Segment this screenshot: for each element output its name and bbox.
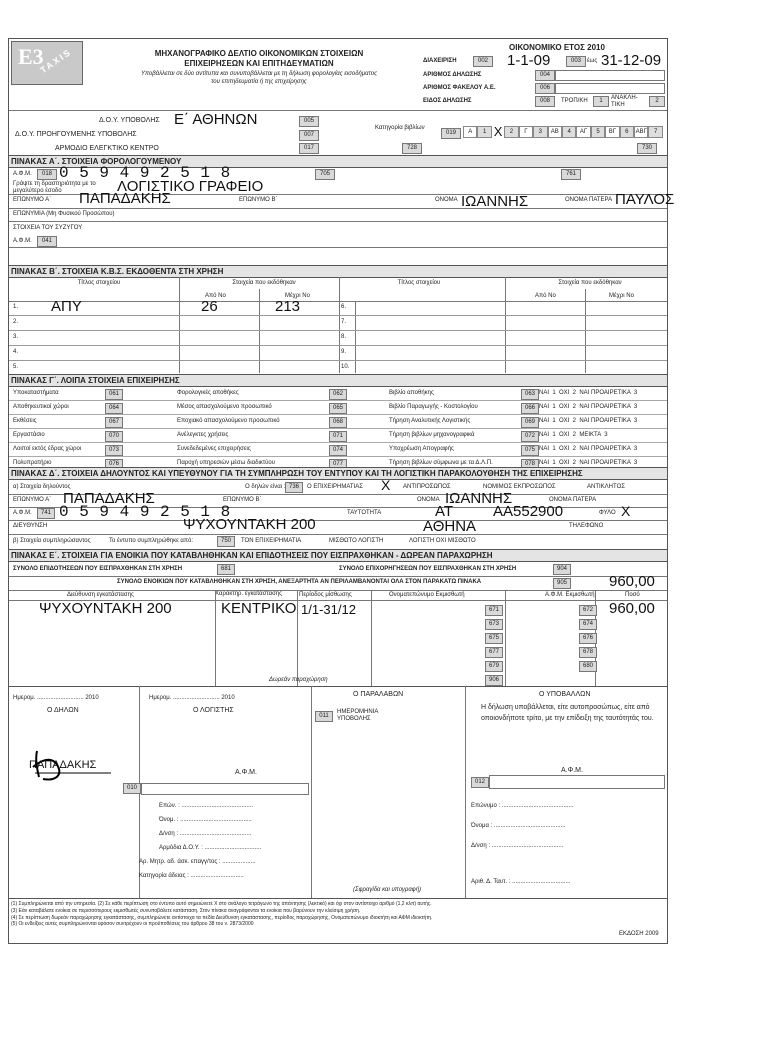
declarant-label: α) Στοιχεία δηλούντος xyxy=(13,484,71,490)
afm-value[interactable]: 0 5 9 4 9 2 5 1 8 xyxy=(59,164,231,182)
form-subtitle-1: Υποβάλλεται σε δύο αντίτυπα και συνυποβάλλεται με τη δήλωση φορολογίας εισοδήματος xyxy=(140,71,377,77)
rent-amount[interactable]: 960,00 xyxy=(609,600,655,617)
field-code: 072 xyxy=(521,431,539,442)
acc-field[interactable]: Αρμόδια Δ.Ο.Υ. : .................................. xyxy=(159,845,262,851)
surname-label: ΕΠΩΝΥΜΟ Α΄ xyxy=(13,197,52,203)
books-mark[interactable]: X xyxy=(493,124,503,139)
declarant-title: Ο ΔΗΛΩΝ xyxy=(47,707,79,714)
company-label: ΕΠΩΝΥΜΙΑ (Μη Φυσικού Προσώπου) xyxy=(13,211,115,217)
form-title-1: ΜΗΧΑΝΟΓΡΑΦΙΚΟ ΔΕΛΤΙΟ ΟΙΚΟΝΟΜΙΚΩΝ ΣΤΟΙΧΕΙΩΝ xyxy=(154,49,364,58)
field-label: Ανέλεγκτες χρήσεις xyxy=(177,432,229,438)
field-label: Λοιποί εκτός έδρας χώροι xyxy=(13,446,82,452)
col-to-label-2: Μέχρι Νο xyxy=(609,293,634,299)
field-options[interactable]: ΝΑΙ 1 ΟΧΙ 2 ΝΑΙ ΠΡΟΑΙΡΕΤΙΚΑ 3 xyxy=(539,418,638,424)
row-number-2: 8. xyxy=(341,334,347,340)
row-number-2: 9. xyxy=(341,349,347,355)
row-number: 1. xyxy=(13,304,19,310)
owner-mark[interactable]: X xyxy=(381,477,391,493)
until-label: έως xyxy=(587,58,598,64)
rent-char[interactable]: ΚΕΝΤΡΙΚΟ xyxy=(221,600,297,617)
code-674: 674 xyxy=(579,619,597,630)
declaration-number-field[interactable] xyxy=(555,70,665,81)
col-issued-label: Στοιχεία που εκδόθηκαν xyxy=(232,280,296,286)
submitter-afm-label: Α.Φ.Μ. xyxy=(561,767,583,774)
books-cell: ΒΓ xyxy=(605,126,619,138)
activity-value[interactable]: ΛΟΓΙΣΤΙΚΟ ΓΡΑΦΕΙΟ xyxy=(117,178,264,195)
row-number: 2. xyxy=(13,319,19,325)
rent-total-label: ΣΥΝΟΛΟ ΕΝΟΙΚΙΩΝ ΠΟΥ ΚΑΤΑΒΛΗΘΗΚΑΝ ΣΤΗ ΧΡΗΣΗ, ΑΝΕΞΑΡΤΗΤΑ ΑΝ ΠΕΡΙΛΑΜΒΑΝΟΝΤΑΙ ΟΛΑ ΣΤΟΝ ΠΑΡΑΚΑΤΩ ΠΙΝΑΚΑ xyxy=(117,579,482,585)
submission-date-label: ΗΜΕΡΟΜΗΝΙΑ ΥΠΟΒΟΛΗΣ xyxy=(337,709,379,722)
d-address-label: ΔΙΕΥΘΥΝΣΗ xyxy=(13,523,48,529)
code-681: 681 xyxy=(217,564,235,575)
table-row xyxy=(9,346,667,361)
col-title-label-2: Τίτλος στοιχείου xyxy=(397,280,441,286)
table-b-title: ΠΙΝΑΚΑΣ Β΄. ΣΤΟΙΧΕΙΑ Κ.Β.Σ. ΕΚΔΟΘΕΝΤΑ ΣΤΗ ΧΡΗΣΗ xyxy=(9,265,667,278)
folder-number-field[interactable] xyxy=(555,83,665,94)
acc-field[interactable]: Αρ. Μητρ. αδ. άσκ. επαγγ/τος : .................... xyxy=(139,859,256,865)
col-amount: Ποσό xyxy=(625,592,640,598)
code-008: 008 xyxy=(535,96,555,107)
col-period: Περίοδος μίσθωσης xyxy=(299,592,352,598)
field-label: Εργαστάσιο xyxy=(13,432,45,438)
table-row xyxy=(9,415,667,429)
opt-owner[interactable]: Ο ΕΠΙΧΕΙΡΗΜΑΤΙΑΣ xyxy=(307,484,363,490)
books-cell: 6 xyxy=(620,126,634,138)
revoking-option[interactable]: 2 xyxy=(649,96,665,107)
submitter-afm-field[interactable] xyxy=(489,775,665,789)
rent-total-value[interactable]: 960,00 xyxy=(609,573,655,590)
spouse-afm-label: Α.Φ.Μ. xyxy=(13,238,32,244)
acc-field[interactable]: Κατηγορία άδειας : ................................ xyxy=(139,873,244,879)
d-surname2-label: ΕΠΩΝΥΜΟ Β΄ xyxy=(223,497,262,503)
field-label: Υποκαταστήματα xyxy=(13,390,59,396)
code-006: 006 xyxy=(535,83,555,94)
folder-number-label: ΑΡΙΘΜΟΣ ΦΑΚΕΛΟΥ Α.Ε. xyxy=(423,85,496,91)
subsidies-label: ΣΥΝΟΛΟ ΕΠΙΔΟΤΗΣΕΩΝ ΠΟΥ ΕΙΣΠΡΑΧΘΗΚΑΝ ΣΤΗ ΧΡΗΣΗ xyxy=(13,566,183,572)
table-row xyxy=(9,316,667,331)
d-id-kind[interactable]: ΑΤ xyxy=(435,503,454,520)
doy-previous-label: Δ.Ο.Υ. ΠΡΟΗΓΟΥΜΕΝΗΣ ΥΠΟΒΟΛΗΣ xyxy=(15,131,137,138)
d-name-value[interactable]: ΙΩΑΝΝΗΣ xyxy=(445,490,513,507)
accountant-afm-label: Α.Φ.Μ. xyxy=(235,769,257,776)
code-705: 705 xyxy=(315,169,335,180)
code-904: 904 xyxy=(553,564,571,575)
code-010: 010 xyxy=(123,783,141,794)
table-b-rows xyxy=(9,298,667,376)
field-code: 063 xyxy=(521,389,539,400)
filled-by-external[interactable]: ΛΟΓΙΣΤΗ ΟΧΙ ΜΙΣΘΩΤΟ xyxy=(409,538,476,544)
amending-label: ΤΡΟΠ/ΚΗ xyxy=(561,98,588,104)
field-options[interactable]: ΝΑΙ 1 ΟΧΙ 2 ΝΑΙ ΠΡΟΑΙΡΕΤΙΚΑ 3 xyxy=(539,390,638,396)
row-number: 3. xyxy=(13,334,19,340)
code-905: 905 xyxy=(553,578,571,589)
table-row xyxy=(9,298,667,316)
code-728: 728 xyxy=(402,143,422,154)
code-002: 002 xyxy=(473,56,493,67)
field-code: 068 xyxy=(329,417,347,428)
table-row xyxy=(9,443,667,457)
field-code: 076 xyxy=(105,459,123,470)
footnote: (4) Σε περίπτωση δωρεάν παραχώρησης εγκατάστασης, συμπληρώνετε αντίστοιχα τα πεδία Διεύθυνση εγκατάστασης, περίοδος παραχώρησης, Ονοματεπώνυμο ιδιοκτήτη και ΑΦΜ ιδιοκτήτη. xyxy=(11,914,433,921)
books-cell: Γ xyxy=(519,126,533,138)
field-code: 064 xyxy=(105,403,123,414)
table-a-title: ΠΙΝΑΚΑΣ Α΄. ΣΤΟΙΧΕΙΑ ΦΟΡΟΛΟΓΟΥΜΕΝΟΥ xyxy=(9,155,667,168)
field-label: Τήρηση βιβλίων μηχανογραφικά xyxy=(389,432,475,438)
field-label: Υποχρέωση Απογραφής xyxy=(389,446,454,452)
row-number-2: 7. xyxy=(341,319,347,325)
father-label: ΟΝΟΜΑ ΠΑΤΕΡΑ xyxy=(565,197,613,203)
sub-field[interactable]: Αριθ. Δ. Ταυτ. : ................................... xyxy=(471,879,571,885)
field-label: Εποχιακό απασχολούμενο προσωπικό xyxy=(177,418,280,424)
col-from-label: Από Νο xyxy=(205,293,226,299)
footnote: (5) Οι ενδείξεις αυτές συμπληρώνονται εφόσον συντρέχουν οι προϋποθέσεις του άρθρου 38 του ν. 2873/2000 xyxy=(11,921,254,928)
opt-legal[interactable]: ΝΟΜΙΜΟΣ ΕΚΠΡΟΣΩΠΟΣ xyxy=(483,484,556,490)
rent-address[interactable]: ΨΥΧΟΥΝΤΑΚΗ 200 xyxy=(39,600,172,617)
field-label: Μέσος απασχολούμενο προσωπικό xyxy=(177,404,272,410)
field-code: 067 xyxy=(105,417,123,428)
name-label: ΟΝΟΜΑ xyxy=(435,197,458,203)
field-label: Τήρηση Αναλυτικής Λογιστικής xyxy=(389,418,471,424)
edition-label: ΕΚΔΟΣΗ 2009 xyxy=(619,931,659,937)
form-subtitle-2: του επιτηδευματία ή της επιχείρησης xyxy=(211,79,307,85)
signature-text: ΠΑΠΑΔΑΚΗΣ xyxy=(29,759,97,771)
d-afm-value[interactable]: 0 5 9 4 9 2 5 1 8 xyxy=(59,503,231,521)
field-code: 069 xyxy=(521,417,539,428)
books-cell: 4 xyxy=(562,126,576,138)
revoking-label: ΑΝΑΚΛΗ-ΤΙΚΗ xyxy=(611,95,638,108)
spouse-label: ΣΤΟΙΧΕΙΑ ΤΟΥ ΣΥΖΥΓΟΥ xyxy=(13,225,83,231)
code-736: 736 xyxy=(285,482,303,493)
footnote: (3) Εάν καταβάλατε ενοίκια σε περισσότερους εκμισθωτές συνυποβάλετε κατάσταση. Στον πίνακα αναγράφονται τα ενοίκια που βαρύνουν την κλείσιμη χρήση. xyxy=(11,907,361,914)
code-750: 750 xyxy=(217,536,235,547)
code-678: 678 xyxy=(579,647,597,658)
field-code: 071 xyxy=(329,431,347,442)
col-from-label-2: Από Νο xyxy=(535,293,556,299)
d-id-label: ΤΑΥΤΟΤΗΤΑ xyxy=(347,510,382,516)
name-value[interactable]: ΙΩΑΝΝΗΣ xyxy=(461,193,529,210)
row-title[interactable]: ΑΠΥ xyxy=(51,298,82,315)
accountant-title: Ο ΛΟΓΙΣΤΗΣ xyxy=(193,707,234,714)
code-017: 017 xyxy=(299,143,319,154)
form-title-2: ΕΠΙΧΕΙΡΗΣΕΩΝ ΚΑΙ ΕΠΙΤΗΔΕΥΜΑΤΙΩΝ xyxy=(184,59,334,68)
books-cell: 1 xyxy=(477,126,491,138)
d-sex-label: ΦΥΛΟ xyxy=(599,510,616,516)
field-label: Τήρηση βιβλίων σύμφωνα με τα Δ.Λ.Π. xyxy=(389,460,493,466)
table-row xyxy=(9,331,667,346)
d-phone-label: ΤΗΛΕΦΩΝΟ xyxy=(569,523,604,529)
doy-submission-label: Δ.Ο.Υ. ΥΠΟΒΟΛΗΣ xyxy=(99,117,160,124)
row-number-2: 10. xyxy=(341,364,350,370)
rent-period[interactable]: 1/1-31/12 xyxy=(301,602,356,617)
row-number: 4. xyxy=(13,349,19,355)
code-011: 011 xyxy=(315,711,333,722)
acc-field[interactable]: Επών. : ........................................... xyxy=(159,803,254,809)
field-label: Παροχή υπηρεσιών μέσω διαδικτύου xyxy=(177,460,276,466)
row-to[interactable]: 213 xyxy=(275,298,301,315)
table-row xyxy=(9,429,667,443)
declaration-type-label: ΕΙΔΟΣ ΔΗΛΩΣΗΣ xyxy=(423,98,472,104)
filled-by-owner[interactable]: ΤΟΝ ΕΠΙΧΕΙΡΗΜΑΤΙΑ xyxy=(241,538,302,544)
code-004: 004 xyxy=(535,70,555,81)
table-c-title: ΠΙΝΑΚΑΣ Γ΄. ΛΟΙΠΑ ΣΤΟΙΧΕΙΑ ΕΠΙΧΕΙΡΗΣΗΣ xyxy=(9,374,667,387)
field-options[interactable]: ΝΑΙ 1 ΟΧΙ 2 ΜΕΙΚΤΑ 3 xyxy=(539,432,608,438)
col-owner: Ονοματεπώνυμο Εκμισθωτή xyxy=(389,592,465,598)
logo-subtext: TAXIS xyxy=(38,46,74,76)
row-number-2: 6. xyxy=(341,304,347,310)
field-label: Εκθέσεις xyxy=(13,418,37,424)
e3-logo xyxy=(11,41,83,85)
filled-by-label: Το έντυπο συμπληρώθηκε από: xyxy=(109,538,194,544)
father-value[interactable]: ΠΑΥΛΟΣ xyxy=(615,191,675,208)
receiver-title: Ο ΠΑΡΑΛΑΒΩΝ xyxy=(353,691,404,698)
field-code: 075 xyxy=(521,445,539,456)
books-category-cells xyxy=(463,126,663,138)
opt-substitute[interactable]: ΑΝΤΙΚΛΗΤΟΣ xyxy=(587,484,625,490)
field-code: 078 xyxy=(521,459,539,470)
field-label: Αποθηκευτικοί χώροι xyxy=(13,404,69,410)
col-title-label: Τίτλος στοιχείου xyxy=(77,280,121,286)
activity-label: Γράψτε τη δραστηριότητα με το μεγαλύτερο έσοδο xyxy=(13,181,96,194)
code-677: 677 xyxy=(485,647,503,658)
field-code: 077 xyxy=(329,459,347,470)
col-char: Χαρακτηρ. εγκατάστασης xyxy=(215,591,283,597)
code-761: 761 xyxy=(561,169,581,180)
declarant-signature xyxy=(15,747,115,787)
row-number: 5. xyxy=(13,364,19,370)
afm-label: Α.Φ.Μ. xyxy=(13,171,32,177)
col-afm: Α.Φ.Μ. Εκμισθωτή xyxy=(545,592,595,598)
acc-field[interactable]: Όνομ. : ........................................... xyxy=(159,817,252,823)
field-code: 062 xyxy=(329,389,347,400)
d-surname-value[interactable]: ΠΑΠΑΔΑΚΗΣ xyxy=(63,490,155,507)
opt-representative[interactable]: ΑΝΤΙΠΡΟΣΩΠΟΣ xyxy=(403,484,451,490)
declaration-number-label: ΑΡΙΘΜΟΣ ΔΗΛΩΣΗΣ xyxy=(423,72,482,78)
sub-field[interactable]: Επώνυμο : ........................................... xyxy=(471,803,574,809)
code-019: 019 xyxy=(441,128,461,139)
d-sex-mark[interactable]: X xyxy=(621,503,631,519)
sub-field[interactable]: Όνομα : ........................................... xyxy=(471,823,566,829)
field-code: 073 xyxy=(105,445,123,456)
e3-form xyxy=(8,38,675,944)
stamp-label: (Σφραγίδα και υπογραφή) xyxy=(353,887,422,893)
d-id-number[interactable]: ΑΑ552900 xyxy=(493,503,564,520)
d-father-label: ΟΝΟΜΑ ΠΑΤΕΡΑ xyxy=(549,497,597,503)
field-options[interactable]: ΝΑΙ 1 ΟΧΙ 2 ΝΑΙ ΠΡΟΑΙΡΕΤΙΚΑ 3 xyxy=(539,460,638,466)
code-680: 680 xyxy=(579,661,597,672)
grants-label: ΣΥΝΟΛΟ ΕΠΙΧΟΡΗΓΗΣΕΩΝ ΠΟΥ ΕΙΣΠΡΑΧΘΗΚΑΝ ΣΤΗ ΧΡΗΣΗ xyxy=(339,566,517,572)
accountant-afm-field[interactable] xyxy=(141,783,309,795)
sub-field[interactable]: Δ/νση : ........................................... xyxy=(471,843,564,849)
field-label: Πολυπρατήριο xyxy=(13,460,52,466)
fiscal-year: ΟΙΚΟΝΟΜΙΚΟ ΕΤΟΣ 2010 xyxy=(509,43,605,52)
col-issued-label-2: Στοιχεία που εκδόθηκαν xyxy=(558,280,622,286)
surname-value[interactable]: ΠΑΠΑΔΑΚΗΣ xyxy=(79,190,171,207)
field-code: 074 xyxy=(329,445,347,456)
col-address: Διεύθυνση εγκατάστασης xyxy=(67,592,134,598)
d-address-value[interactable]: ΨΥΧΟΥΝΤΑΚΗ 200 xyxy=(183,516,316,533)
code-007: 007 xyxy=(299,130,319,141)
field-label: Φορολογικές αποθήκες xyxy=(177,390,239,396)
declarant-is-label: Ο δηλών είναι : xyxy=(245,484,286,490)
table-e-title: ΠΙΝΑΚΑΣ Ε΄. ΣΤΟΙΧΕΙΑ ΓΙΑ ΕΝΟΙΚΙΑ ΠΟΥ ΚΑΤΑΒΛΗΘΗΚΑΝ ΚΑΙ ΕΠΙΔΟΤΗΣΕΙΣ ΠΟΥ ΕΙΣΠΡΑΧΘΗΚΑΝ - ΔΩΡΕΑΝ ΠΑΡΑΧΩΡΗΣΗ xyxy=(9,549,667,562)
code-906: 906 xyxy=(485,675,503,686)
d-afm-label: Α.Φ.Μ. xyxy=(13,510,32,516)
code-005: 005 xyxy=(299,116,319,127)
books-cell: 7 xyxy=(648,126,662,138)
doy-submission-value[interactable]: Ε΄ ΑΘΗΝΩΝ xyxy=(174,111,258,128)
logo-text: E3 xyxy=(18,44,44,69)
code-673: 673 xyxy=(485,619,503,630)
code-672: 672 xyxy=(579,605,597,616)
declarant-date[interactable]: Ημερομ. ............................ 2010 xyxy=(13,695,99,701)
footnote: (1) Συμπληρώνεται από την υπηρεσία. (2) Σε κάθε περίπτωση στο έντυπο αυτό σημειώνετε Χ στο ανάλογο τετράγωνο της απάντησης (λεκτικό) και όχι στον αντίστοιχο αριθμό (1,2 κλπ) αυτής. xyxy=(11,901,432,907)
surname2-label: ΕΠΩΝΥΜΟ Β΄ xyxy=(239,197,278,203)
filled-by-salaried[interactable]: ΜΙΣΘΩΤΟ ΛΟΓΙΣΤΗ xyxy=(329,538,384,544)
code-675: 675 xyxy=(485,633,503,644)
code-018: 018 xyxy=(37,169,57,180)
table-d-title: ΠΙΝΑΚΑΣ Δ΄. ΣΤΟΙΧΕΙΑ ΔΗΛΟΥΝΤΟΣ ΚΑΙ ΥΠΕΥΘΥΝΟΥ ΓΙΑ ΤΗ ΣΥΜΠΛΗΡΩΣΗ ΤΟΥ ΕΝΤΥΠΟΥ ΚΑΙ ΤΗ ΛΟΓΙΣΤΙΚΗ ΠΑΡΑΚΟΛΟΥΘΗΣΗ ΤΗΣ ΕΠΙΧΕΙΡΗΣΗΣ xyxy=(9,467,667,480)
col-to-label: Μέχρι Νο xyxy=(285,293,310,299)
code-012: 012 xyxy=(471,777,489,788)
submitter-note: Η δήλωση υποβάλλεται, είτε αυτοπροσώπως, είτε από οποιονδήποτε τρίτο, με την επίδειξη της ταυτότητάς του. xyxy=(481,704,654,722)
books-cell: 3 xyxy=(533,126,547,138)
footnotes xyxy=(11,901,661,928)
code-679: 679 xyxy=(485,661,503,672)
field-code: 065 xyxy=(329,403,347,414)
field-code: 066 xyxy=(521,403,539,414)
code-676: 676 xyxy=(579,633,597,644)
management-from[interactable]: 1-1-09 xyxy=(507,52,551,69)
d-surname-label: ΕΠΩΝΥΜΟ Α΄ xyxy=(13,497,52,503)
field-code: 070 xyxy=(105,431,123,442)
accountant-date[interactable]: Ημερομ. ............................ 2010 xyxy=(149,695,235,701)
management-to[interactable]: 31-12-09 xyxy=(601,52,662,69)
books-cell: 2 xyxy=(504,126,518,138)
books-category-label: Κατηγορία βιβλίων xyxy=(375,125,425,131)
books-cell: ΑΒΓ xyxy=(634,126,648,138)
free-concession-label: Δωρεάν παραχώρηση xyxy=(269,677,328,683)
field-label: Συνεδεδεμένες επιχειρήσεις xyxy=(177,446,251,452)
accountant-label: β) Στοιχεία συμπληρώσαντος xyxy=(13,538,91,544)
table-row xyxy=(9,387,667,401)
field-label: Βιβλίο Παραγωγής - Κοστολογίου xyxy=(389,404,478,410)
table-c-rows xyxy=(9,387,667,471)
d-name-label: ΟΝΟΜΑ xyxy=(417,497,440,503)
control-center-label: ΑΡΜΟΔΙΟ ΕΛΕΓΚΤΙΚΟ ΚΕΝΤΡΟ xyxy=(55,145,159,152)
field-code: 061 xyxy=(105,389,123,400)
acc-field[interactable]: Δ/νση : ........................................... xyxy=(159,831,252,837)
field-label: Βιβλίο αποθήκης xyxy=(389,390,434,396)
code-741: 741 xyxy=(37,508,55,519)
field-options[interactable]: ΝΑΙ 1 ΟΧΙ 2 ΝΑΙ ΠΡΟΑΙΡΕΤΙΚΑ 3 xyxy=(539,446,638,452)
submitter-title: Ο ΥΠΟΒΑΛΛΩΝ xyxy=(539,691,591,698)
field-options[interactable]: ΝΑΙ 1 ΟΧΙ 2 ΝΑΙ ΠΡΟΑΙΡΕΤΙΚΑ 3 xyxy=(539,404,638,410)
row-from[interactable]: 26 xyxy=(201,298,218,315)
d-city-value[interactable]: ΑΘΗΝΑ xyxy=(423,518,477,535)
management-label: ΔΙΑΧΕΙΡΙΣΗ xyxy=(423,58,457,64)
code-003: 003 xyxy=(566,56,586,67)
books-cell: ΑΓ xyxy=(576,126,590,138)
books-cell: ΑΒ xyxy=(548,126,562,138)
table-row xyxy=(9,401,667,415)
code-730: 730 xyxy=(637,143,657,154)
amending-option[interactable]: 1 xyxy=(593,96,609,107)
code-041: 041 xyxy=(37,236,57,247)
books-cell: 5 xyxy=(591,126,605,138)
code-671: 671 xyxy=(485,605,503,616)
books-cell: Α xyxy=(463,126,477,138)
